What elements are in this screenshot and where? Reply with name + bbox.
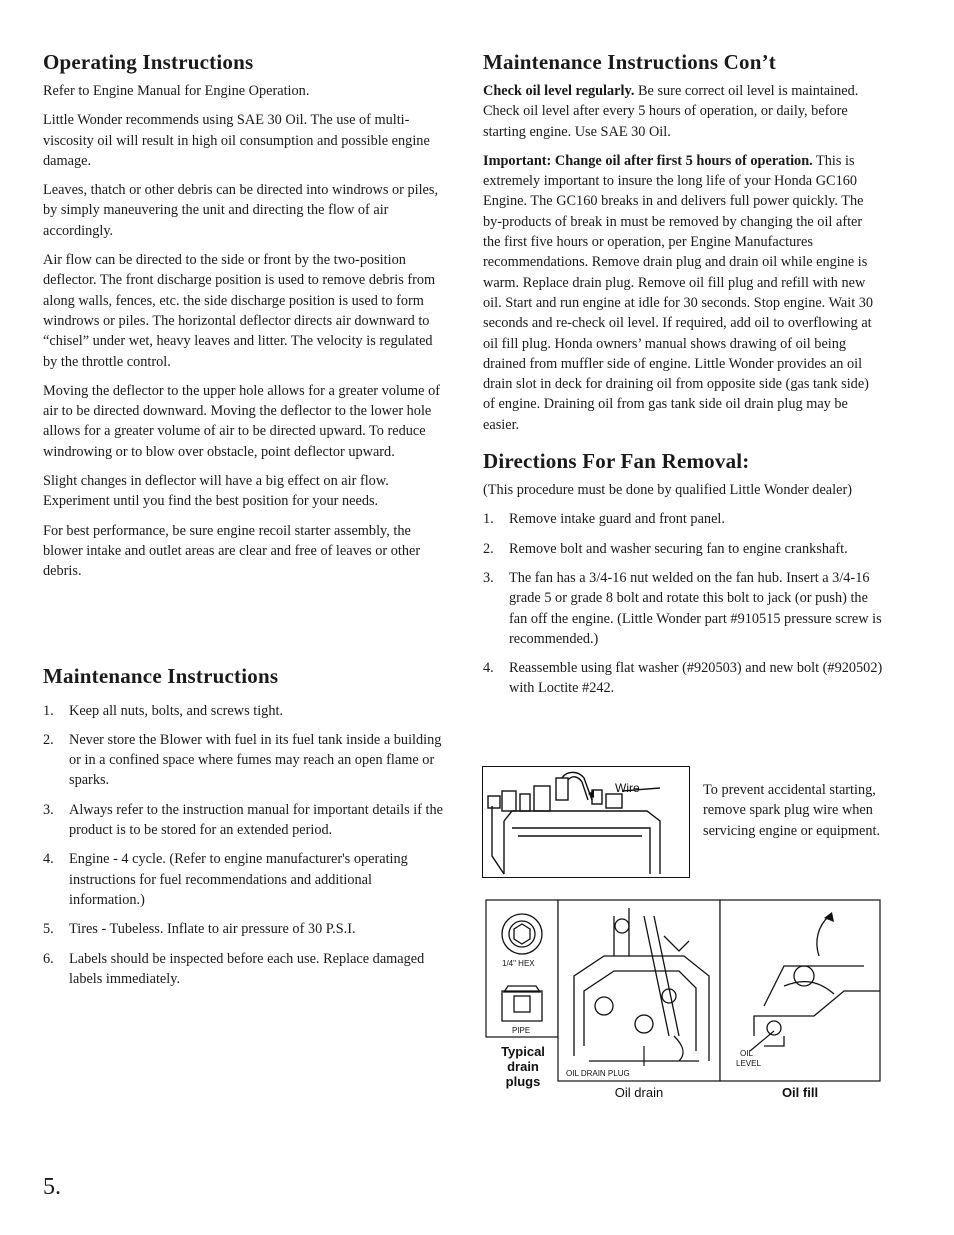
- list-item: 4. Reassemble using flat washer (#920503) and new bolt (#920502) with Loctite #242.: [483, 660, 883, 697]
- spark-plug-wire-figure: [482, 766, 690, 878]
- typical-label: Typical: [501, 1044, 545, 1059]
- operating-instructions-heading: Operating Instructions: [43, 50, 254, 74]
- wire-label: Wire: [615, 781, 640, 795]
- oil-drain-caption: Oil drain: [614, 1085, 664, 1100]
- operating-paragraph: Refer to Engine Manual for Engine Operation.: [43, 83, 310, 99]
- list-item: 2. Never store the Blower with fuel in its fuel tank inside a building or in a confined space where fumes may reach an open flame or sparks.: [43, 731, 442, 789]
- pipe-label: PIPE: [512, 1026, 531, 1035]
- list-item: 3. The fan has a 3/4-16 nut welded on the fan hub. Insert a 3/4-16 grade 5 or grade 8 bolt and rotate this bolt to jack (or push) the fan off the engine. (Little Wonder part #910515 pressure screw is recommended.): [483, 569, 882, 647]
- oil-change-paragraph: Important: Change oil after first 5 hours of operation. This is extremely important to insure the long life of your Honda GC160 Engine. The GC160 breaks in and delivers full power quickly. The by-products of break in must be removed by changing the oil after the first five hours or operation, per Engine Manufactures recommendations. Remove drain plug and drain oil while engine is warm. Replace drain plug. Remove oil fill plug and refill with new oil. Start and run engine at idle for 30 seconds. Stop engine. Wait 30 seconds and re-check oil level. If required, add oil to overflowing at oil fill plug. Honda owners’ manual shows drawing of oil being drained from muffler side of engine. Little Wonder provides an oil drain slot in deck for draining oil from opposite side (gas tank side) of engine. Draining oil from gas tank side oil drain plug may be easier.: [483, 152, 874, 433]
- oil-label: OIL: [740, 1049, 753, 1058]
- operating-paragraph: Slight changes in deflector will have a big effect on air flow. Experiment until you find the best position for your needs.: [43, 473, 389, 510]
- list-item: 6. Labels should be inspected before each use. Replace damaged labels immediately.: [43, 950, 425, 987]
- page-number: 5.: [43, 1174, 61, 1200]
- list-item: 4. Engine - 4 cycle. (Refer to engine manufacturer's operating instructions for fuel recommendations and additional information.): [43, 851, 408, 908]
- left-column: [43, 50, 443, 998]
- maintenance-instructions-heading: Maintenance Instructions: [43, 663, 279, 688]
- oil-fill-caption: Oil fill: [781, 1085, 819, 1100]
- fan-removal-intro: (This procedure must be done by qualified Little Wonder dealer): [483, 482, 852, 499]
- spark-plug-caption: To prevent accidental starting, remove spark plug wire when servicing engine or equipment.: [703, 782, 881, 839]
- fan-removal-heading: Directions For Fan Removal:: [483, 449, 750, 474]
- hex-label: 1/4" HEX: [502, 959, 535, 968]
- list-item: 1. Keep all nuts, bolts, and screws tight.: [43, 702, 284, 719]
- level-label: LEVEL: [736, 1059, 761, 1068]
- fan-removal-section: [483, 449, 883, 699]
- maintenance-instructions-section: [43, 664, 443, 990]
- oil-check-paragraph: Check oil level regularly. Be sure correct oil level is maintained. Check oil level after every 5 hours of operation, or daily, before starting engine. Use SAE 30 Oil.: [483, 83, 859, 140]
- list-item: 3. Always refer to the instruction manual for important details if the product is to be stored for an extended period.: [43, 801, 443, 839]
- oil-drain-fill-figure: [484, 896, 884, 1106]
- plugs-label: plugs: [505, 1074, 541, 1089]
- maintenance-cont-heading: Maintenance Instructions Con’t: [483, 50, 776, 74]
- maintenance-cont-section: [483, 50, 883, 435]
- list-item: 1. Remove intake guard and front panel.: [483, 511, 725, 528]
- operating-paragraph: Air flow can be directed to the side or front by the two-position deflector. The front discharge position is used to remove debris from along walls, fences, etc. the side discharge position is used to form windrows or piles. The horizontal deflector directs air downward to “chisel” under wet, heavy leaves and litter. The velocity is regulated by the throttle control.: [43, 252, 436, 370]
- drain-label: drain: [507, 1059, 539, 1074]
- operating-paragraph: Moving the deflector to the upper hole allows for a greater volume of air to be directed downward. Moving the deflector to the lower hole allows for a greater volume of air to be directed upward. To reduce windrowing or to blow over obstacle, point deflector upward.: [43, 382, 441, 460]
- fan-removal-list: [483, 509, 883, 698]
- maintenance-list: [43, 701, 443, 990]
- list-item: 2. Remove bolt and washer securing fan to engine crankshaft.: [483, 540, 848, 557]
- operating-paragraph: For best performance, be sure engine recoil starter assembly, the blower intake and outlet areas are clear and free of leaves or other debris.: [43, 522, 421, 580]
- operating-instructions-section: [43, 50, 443, 582]
- drain-plug-label: OIL DRAIN PLUG: [566, 1069, 630, 1078]
- right-column: [483, 50, 883, 708]
- operating-paragraph: Little Wonder recommends using SAE 30 Oil. The use of multi-viscosity oil will result in high oil consumption and possible engine damage.: [43, 112, 430, 169]
- operating-paragraph: Leaves, thatch or other debris can be directed into windrows or piles, by simply maneuvering the unit and directing the flow of air accordingly.: [43, 182, 439, 239]
- list-item: 5. Tires - Tubeless. Inflate to air pressure of 30 P.S.I.: [43, 921, 356, 938]
